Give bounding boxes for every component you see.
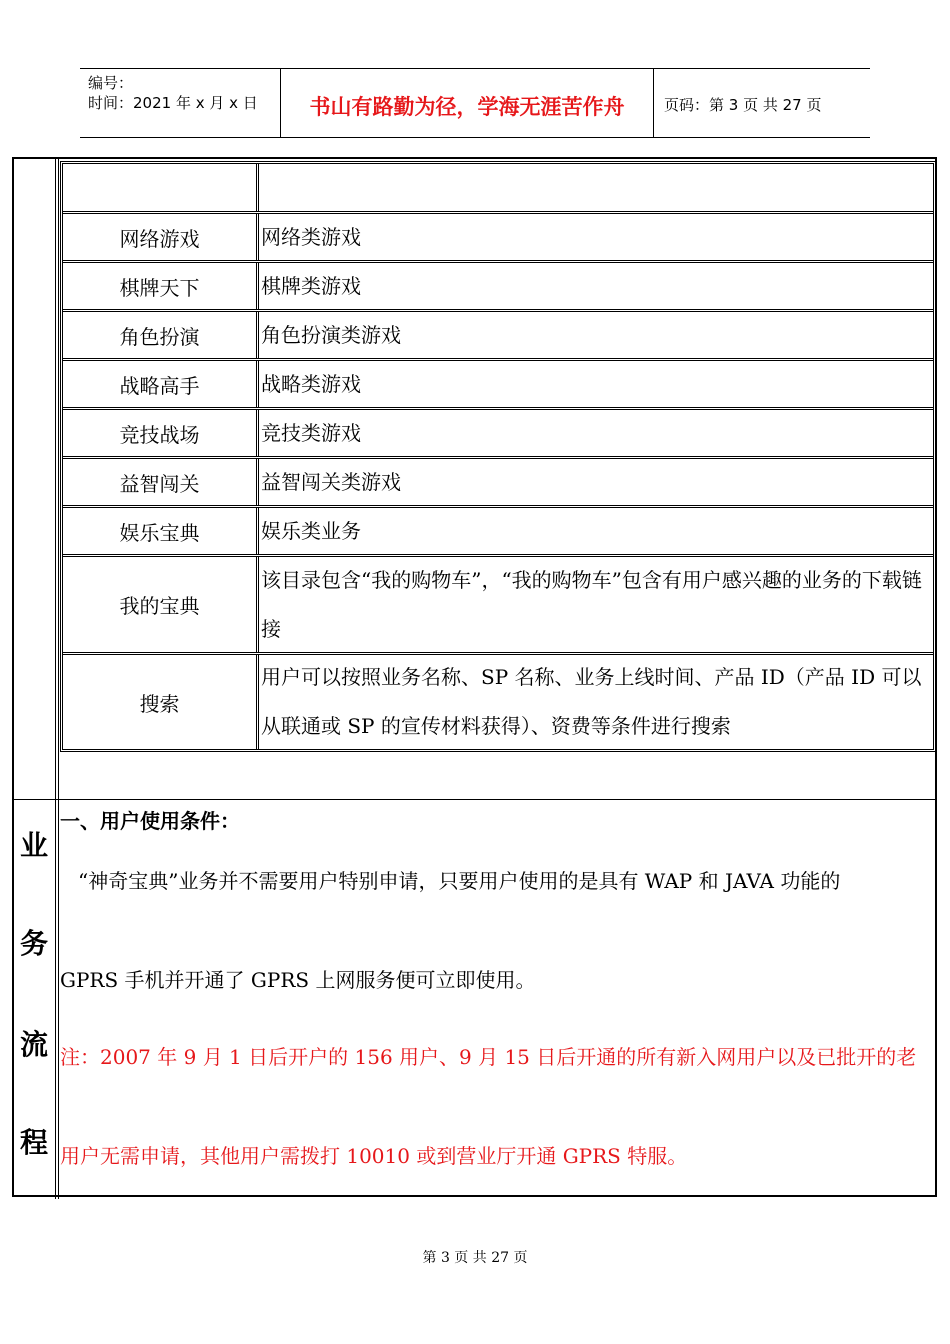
category-desc: 该目录包含“我的购物车”，“我的购物车”包含有用户感兴趣的业务的下载链接 [261, 567, 922, 641]
header-page-info: 页码：第 3 页 共 27 页 [664, 96, 822, 114]
paragraph-line: “神奇宝典”业务并不需要用户特别申请，只要用户使用的是具有 WAP 和 JAVA 功能的 [78, 869, 841, 893]
page-footer: 第 3 页 共 27 页 [422, 1250, 528, 1266]
table-row [63, 410, 933, 459]
category-table [60, 161, 936, 752]
category-name: 益智闯关 [119, 471, 200, 496]
table-row [63, 655, 933, 749]
section-divider [14, 799, 935, 800]
category-name: 棋牌天下 [119, 275, 200, 300]
header-divider [653, 69, 654, 137]
column-divider [256, 508, 259, 554]
category-desc [261, 164, 931, 211]
column-divider [256, 214, 259, 260]
category-desc: 棋牌类游戏 [261, 273, 361, 298]
table-row [63, 164, 933, 214]
section-title: 一、用户使用条件： [60, 809, 240, 833]
column-divider [256, 410, 259, 456]
category-name: 网络游戏 [119, 226, 200, 251]
table-row [63, 459, 933, 508]
category-name: 战略高手 [119, 373, 200, 398]
category-desc: 用户可以按照业务名称、SP 名称、业务上线时间、产品 ID（产品 ID 可以从联通或 SP 的宣传材料获得）、资费等条件进行搜索 [261, 665, 922, 738]
header-meta [88, 73, 258, 113]
paragraph-line: GPRS 手机并开通了 GPRS 上网服务便可立即使用。 [60, 968, 536, 992]
header-time: 时间：2021 年 x 月 x 日 [88, 94, 258, 112]
column-divider [256, 459, 259, 505]
column-divider [256, 361, 259, 407]
category-desc: 益智闯关类游戏 [261, 469, 401, 494]
table-row [63, 263, 933, 312]
category-desc: 网络类游戏 [261, 224, 361, 249]
table-row [63, 361, 933, 410]
note-line: 注：2007 年 9 月 1 日后开户的 156 用户、9 月 15 日后开通的所有新入网用户以及已批开的老 [60, 1045, 917, 1069]
side-label-char: 业 [19, 829, 48, 862]
note-line: 用户无需申请，其他用户需拨打 10010 或到营业厅开通 GPRS 特服。 [60, 1144, 688, 1168]
category-name: 娱乐宝典 [119, 520, 200, 545]
category-name: 竞技战场 [119, 422, 200, 447]
table-row [63, 557, 933, 655]
category-desc: 竞技类游戏 [261, 420, 361, 445]
column-divider [256, 263, 259, 309]
header-number: 编号： [88, 74, 134, 92]
side-column-divider [55, 159, 59, 1199]
column-divider [256, 557, 259, 652]
page-header [80, 68, 870, 138]
column-divider [256, 164, 259, 211]
table-row [63, 312, 933, 361]
category-name: 角色扮演 [119, 324, 200, 349]
category-desc: 娱乐类业务 [261, 518, 361, 543]
side-label-char: 务 [19, 927, 48, 960]
side-label-char: 程 [19, 1126, 48, 1159]
header-motto: 书山有路勤为径，学海无涯苦作舟 [309, 95, 625, 119]
column-divider [256, 655, 259, 749]
category-name: 我的宝典 [119, 594, 200, 618]
category-name [63, 164, 256, 211]
table-row [63, 508, 933, 557]
header-divider [280, 69, 281, 137]
side-label-char: 流 [19, 1028, 48, 1061]
category-desc: 战略类游戏 [261, 371, 361, 396]
category-desc: 角色扮演类游戏 [261, 322, 401, 347]
table-row [63, 214, 933, 263]
category-name: 搜索 [139, 691, 180, 716]
column-divider [256, 312, 259, 358]
